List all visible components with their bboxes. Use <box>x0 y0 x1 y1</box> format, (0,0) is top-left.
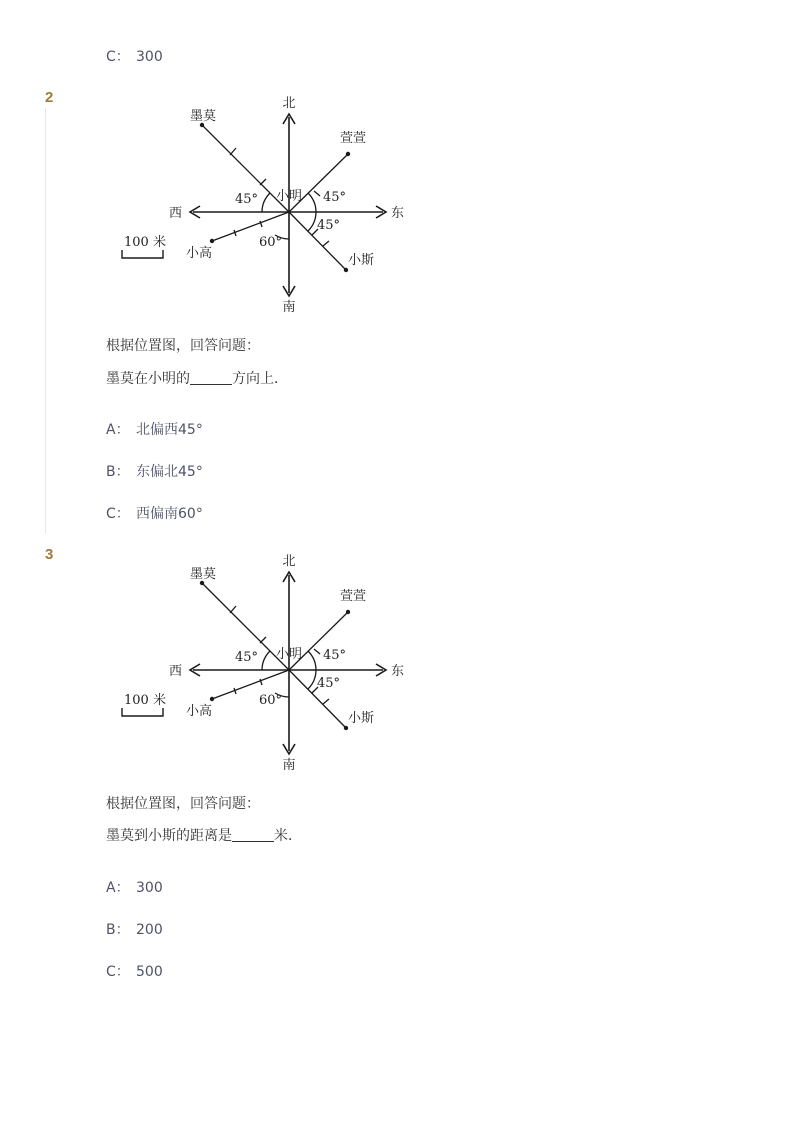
option-b[interactable] <box>106 919 163 939</box>
scale-label: 100 米 <box>124 235 166 250</box>
answer-blank <box>232 827 274 842</box>
place-label-sw: 小高 <box>186 246 213 261</box>
question-stem <box>106 368 288 388</box>
west-label: 西 <box>169 664 183 679</box>
place-label-se: 小斯 <box>348 253 375 268</box>
place-label-ne: 萱萱 <box>340 589 367 604</box>
option-text: 西偏南60° <box>136 506 203 522</box>
ray-ne-point <box>346 610 350 614</box>
place-label-sw: 小高 <box>186 704 213 719</box>
option-text: 东偏北45° <box>136 464 203 480</box>
angle-label-se: 45° <box>317 218 341 233</box>
option-text: 500 <box>136 964 163 980</box>
east-label: 东 <box>391 206 405 221</box>
option-text: 北偏西45° <box>136 422 203 438</box>
angle-arc-se <box>308 670 316 689</box>
tick-mark <box>314 649 320 654</box>
question-stem <box>106 825 302 845</box>
question-number: 3 <box>45 546 54 563</box>
option-text: 300 <box>136 49 163 65</box>
place-label-nw: 墨莫 <box>190 109 217 124</box>
angle-label-ne: 45° <box>323 648 347 663</box>
angle-arc-ne <box>308 193 316 212</box>
ray-ne-point <box>346 152 350 156</box>
question-prompt: 根据位置图，回答问题： <box>106 338 260 354</box>
option-key: C： <box>106 506 130 522</box>
angle-label-ne: 45° <box>323 190 347 205</box>
option-key: B： <box>106 922 130 938</box>
angle-label-nw: 45° <box>235 650 259 665</box>
scale-bar <box>122 708 163 716</box>
option-text: 300 <box>136 880 163 896</box>
ray-sw-point <box>210 239 214 243</box>
question-divider <box>45 108 46 533</box>
ray-se-point <box>344 726 348 730</box>
option-a[interactable] <box>106 419 203 439</box>
tick-mark <box>260 637 266 643</box>
place-label-ne: 萱萱 <box>340 131 367 146</box>
scale-label: 100 米 <box>124 693 166 708</box>
answer-blank <box>190 370 232 385</box>
tick-mark <box>230 606 236 613</box>
option-text: 200 <box>136 922 163 938</box>
east-label: 东 <box>391 664 405 679</box>
angle-arc-nw <box>262 651 270 670</box>
center-label: 小明 <box>275 189 303 204</box>
angle-arc-nw <box>262 193 270 212</box>
tick-mark <box>323 699 329 704</box>
west-label: 西 <box>169 206 183 221</box>
option-key: B： <box>106 464 130 480</box>
place-label-nw: 墨莫 <box>190 567 217 582</box>
question-number: 2 <box>45 89 54 106</box>
south-label: 南 <box>282 300 296 315</box>
stem-after: 米． <box>274 828 302 844</box>
angle-arc-se <box>308 212 316 231</box>
question-prompt: 根据位置图，回答问题： <box>106 796 260 812</box>
prev-option-c[interactable] <box>106 46 163 66</box>
north-label: 北 <box>282 554 296 569</box>
option-b[interactable] <box>106 461 203 481</box>
option-key: A： <box>106 880 130 896</box>
ray-se-point <box>344 268 348 272</box>
north-label: 北 <box>282 96 296 111</box>
direction-diagram <box>110 90 420 320</box>
angle-label-se: 45° <box>317 676 341 691</box>
place-label-se: 小斯 <box>348 711 375 726</box>
tick-mark <box>260 179 266 185</box>
option-c[interactable] <box>106 961 163 981</box>
option-key: C： <box>106 49 130 65</box>
tick-mark <box>230 148 236 155</box>
scale-bar <box>122 250 163 258</box>
direction-diagram <box>110 548 420 778</box>
angle-label-sw: 60° <box>259 235 283 250</box>
stem-before: 墨莫到小斯的距离是 <box>106 828 232 844</box>
angle-label-sw: 60° <box>259 693 283 708</box>
angle-label-nw: 45° <box>235 192 259 207</box>
tick-mark <box>323 241 329 246</box>
option-a[interactable] <box>106 877 163 897</box>
ray-sw-point <box>210 697 214 701</box>
south-label: 南 <box>282 758 296 773</box>
tick-mark <box>314 191 320 196</box>
option-key: A： <box>106 422 130 438</box>
stem-before: 墨莫在小明的 <box>106 371 190 387</box>
option-key: C： <box>106 964 130 980</box>
center-label: 小明 <box>275 647 303 662</box>
option-c[interactable] <box>106 503 203 523</box>
angle-arc-ne <box>308 651 316 670</box>
stem-after: 方向上． <box>232 371 288 387</box>
